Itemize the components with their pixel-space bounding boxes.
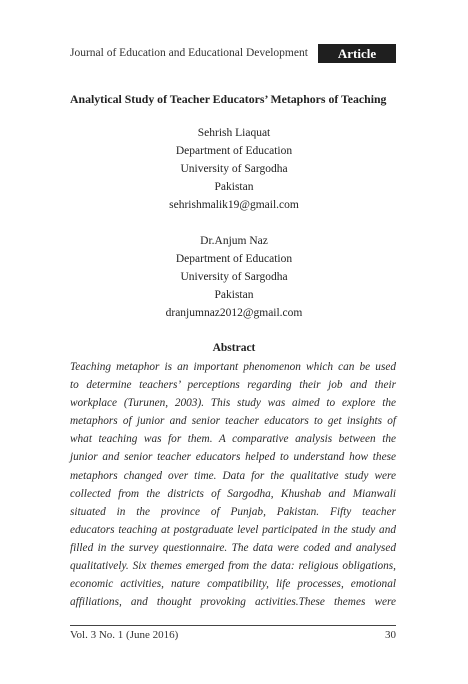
page-header [70,44,396,66]
author-name: Sehrish Liaquat [197,127,271,139]
page-number: 30 [385,629,396,641]
journal-name: Journal of Education and Educational Development [70,47,308,59]
abstract-line: affiliations, and thought provoking activities.These themes were [70,596,396,609]
abstract-line: filled in the survey questionnaire. The data were coded and analysed [70,541,396,554]
abstract-body [70,358,396,611]
volume-info: Vol. 3 No. 1 (June 2016) [70,629,179,641]
article-badge: Article [318,44,396,63]
author-university: University of Sargodha [180,163,288,175]
abstract-line: metaphors of junior and senior teacher educators to get insights of [70,415,396,428]
author-country: Pakistan [214,181,254,193]
author-department: Department of Education [175,145,293,157]
author-country: Pakistan [214,289,254,301]
abstract-heading: Abstract [212,342,256,354]
abstract-line: Teaching metaphor is an important phenomenon which can be used [70,361,396,373]
abstract-line: situated in the province of Punjab, Pakistan. Fifty teacher [70,505,396,518]
author-2 [0,232,468,322]
abstract-line: educators teaching at postgraduate level participated in the study and [70,523,396,536]
abstract-line: collected from the districts of Sargodha, Khushab and Mianwali [70,487,396,500]
abstract-line: what teaching was for them. A comparative analysis between the [70,433,396,446]
footer-divider [70,625,396,626]
abstract-line: to determine teachers’ perceptions regarding their job and their [70,379,396,392]
abstract-line: workplace (Turunen, 2003). This study was aimed to explore the [70,397,396,410]
abstract-line: metaphors changed over time. Data for the qualitative study were [70,469,396,482]
paper-title: Analytical Study of Teacher Educators’ Metaphors of Teaching [70,92,387,106]
abstract-line: economic activities, nature compatibility, life processes, emotional [70,578,396,591]
author-name: Dr.Anjum Naz [200,235,268,247]
abstract-line: junior and senior teacher educators helped to understand how these [70,451,396,464]
author-email: sehrishmalik19@gmail.com [169,199,299,211]
author-university: University of Sargodha [180,271,288,283]
author-department: Department of Education [175,253,293,265]
abstract-line: qualitatively. Six themes emerged from the data: religious obligations, [70,560,396,573]
author-email: dranjumnaz2012@gmail.com [165,307,303,319]
author-1 [0,124,468,214]
